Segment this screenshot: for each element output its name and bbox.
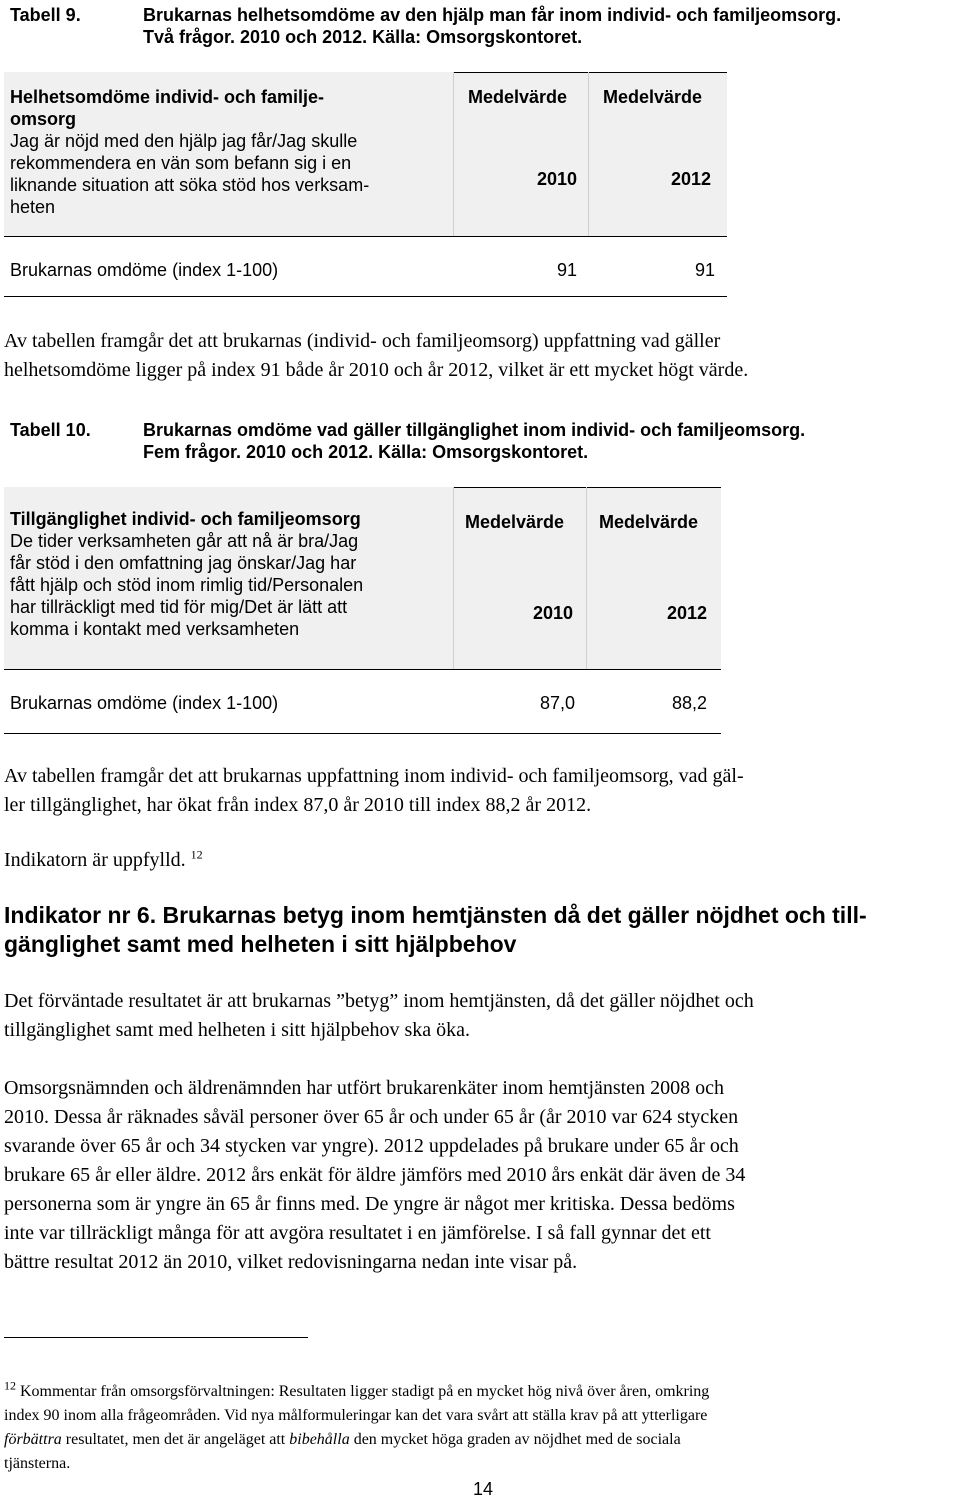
footnote-number: 12 [4,1378,16,1393]
table10-header-desc-2: får stöd i den omfattning jag önskar/Jag har [10,553,357,573]
paragraph-4-line-5: personerna som är yngre än 65 år finns med. De yngre är något mer kritiska. Dessa bedöms [4,1193,735,1215]
table10-label: Tabell 10. [10,420,91,440]
table9-label: Tabell 9. [10,5,81,25]
footnote-italic-2: bibehålla [289,1431,350,1448]
table9-col2-year: 2012 [671,169,712,189]
table10-header-title [10,508,450,640]
table9-col1-year: 2010 [537,169,578,189]
table9-header-desc-1: Jag är nöjd med den hjälp jag får/Jag skulle [10,131,358,151]
table10-header-desc-5: komma i kontakt med verksamheten [10,619,300,639]
table10-row-value-2012: 88,2 [672,693,708,713]
table9-header-desc-2: rekommendera en vän som befann sig i en [10,153,352,173]
table9-col1-label: Medelvärde [468,87,568,107]
table10-col-divider-1 [453,487,454,669]
table9-caption-line2: Två frågor. 2010 och 2012. Källa: Omsorgskontoret. [143,27,583,47]
table9-header-title [10,86,450,218]
footnote-line-2: index 90 inom alla frågeområden. Vid nya målformuleringar kan det vara svårt att ställa krav på att ytterligare [4,1407,708,1424]
paragraph-3 [4,987,959,1045]
footnote-line-1-text: Kommentar från omsorgsförvaltningen: Resultaten ligger stadigt på en mycket hög nivå över åren, omkring [20,1383,710,1400]
paragraph-3-line-2: tillgänglighet samt med helheten i sitt hjälpbehov ska öka. [4,1019,471,1041]
section-heading-line-2: gänglighet samt med helheten i sitt hjälpbehov [4,931,517,957]
table10-top-rule [453,487,721,488]
page-number: 14 [473,1479,494,1499]
table10-header-desc-3: fått hjälp och stöd inom rimlig tid/Personalen [10,575,364,595]
paragraph-4-line-6: inte var tillräckligt många för att avgöra resultatet i en jämförelse. I så fall gynnar det ett [4,1222,711,1244]
table9-caption [143,4,953,48]
table10-col2-label: Medelvärde [599,512,699,532]
table10-header-rule [4,669,721,670]
table9-row-value-2010: 91 [557,260,578,280]
table10-col1-year: 2010 [533,603,574,623]
footnote-line-3-mid: resultatet, men det är angeläget att [61,1431,290,1448]
footnote-italic-1: förbättra [4,1431,62,1448]
paragraph-1-line-1: Av tabellen framgår det att brukarnas (individ- och familjeomsorg) uppfattning vad gäller [4,330,721,352]
section-heading-line-1: Indikator nr 6. Brukarnas betyg inom hemtjänsten då det gäller nöjdhet och till- [4,902,867,928]
footnote-reference[interactable]: 12 [190,847,203,862]
paragraph-4-line-3: svarande över 65 år och 34 stycken var yngre). 2012 uppdelades på brukare under 65 år och [4,1135,739,1157]
footnote [4,1380,959,1476]
table10-caption-line1: Brukarnas omdöme vad gäller tillgänglighet inom individ- och familjeomsorg. [143,420,806,440]
paragraph-4 [4,1074,959,1277]
indicator-fulfilled-text: Indikatorn är uppfylld. [4,849,186,871]
table10-row-label: Brukarnas omdöme (index 1-100) [10,693,279,713]
table10-header-desc-4: har tillräckligt med tid för mig/Det är lätt att [10,597,348,617]
footnote-line-3 [4,1428,959,1452]
table9-header-title-line1: Helhetsomdöme individ- och familje- [10,87,325,107]
table9-row-label: Brukarnas omdöme (index 1-100) [10,260,279,280]
paragraph-4-line-2: 2010. Dessa år räknades såväl personer över 65 år och under 65 år (år 2010 var 624 stycken [4,1106,739,1128]
table9-header-title-line2: omsorg [10,109,77,129]
section-heading [4,901,959,959]
paragraph-3-line-1: Det förväntade resultatet är att brukarnas ”betyg” inom hemtjänsten, då det gäller nöjdhet och [4,990,754,1012]
paragraph-2-line-1: Av tabellen framgår det att brukarnas uppfattning inom individ- och familjeomsorg, vad gäl- [4,765,744,787]
table9-col-divider-2 [588,72,589,236]
paragraph-4-line-4: brukare 65 år eller äldre. 2012 års enkät för äldre jämförs med 2010 års enkät där även de 34 [4,1164,746,1186]
table9-caption-line1: Brukarnas helhetsomdöme av den hjälp man får inom individ- och familjeomsorg. [143,5,842,25]
paragraph-1-line-2: helhetsomdöme ligger på index 91 både år 2010 och år 2012, vilket är ett mycket högt värde. [4,359,749,381]
table10-caption [143,419,953,463]
indicator-fulfilled [4,846,203,875]
table10-row-value-2010: 87,0 [540,693,576,713]
paragraph-2-line-2: ler tillgänglighet, har ökat från index 87,0 år 2010 till index 88,2 år 2012. [4,794,592,816]
footnote-line-1 [4,1380,959,1404]
table9-bottom-rule [4,296,727,297]
table10-bottom-rule [4,733,721,734]
table9-col-divider-1 [453,72,454,236]
table9-header-desc-4: heten [10,197,56,217]
footnote-line-4: tjänsterna. [4,1455,71,1472]
table10-col1-label: Medelvärde [465,512,565,532]
paragraph-1 [4,327,954,385]
table10-header-title-line1: Tillgänglighet individ- och familjeomsorg [10,509,361,529]
footnote-line-3-end: den mycket höga graden av nöjdhet med de sociala [349,1431,681,1448]
table10-header-desc-1: De tider verksamheten går att nå är bra/Jag [10,531,359,551]
table9-top-rule [453,72,727,73]
table9-header-rule [4,236,727,237]
table10-caption-line2: Fem frågor. 2010 och 2012. Källa: Omsorgskontoret. [143,442,589,462]
paragraph-4-line-7: bättre resultat 2012 än 2010, vilket redovisningarna nedan inte visar på. [4,1251,578,1273]
footnote-separator [4,1337,308,1338]
table10-col-divider-2 [586,487,587,669]
table9-header-desc-3: liknande situation att söka stöd hos verksam- [10,175,370,195]
table10-col2-year: 2012 [667,603,708,623]
table9-row-value-2012: 91 [695,260,716,280]
table9-col2-label: Medelvärde [603,87,703,107]
paragraph-2 [4,762,954,820]
paragraph-4-line-1: Omsorgsnämnden och äldrenämnden har utfört brukarenkäter inom hemtjänsten 2008 och [4,1077,724,1099]
